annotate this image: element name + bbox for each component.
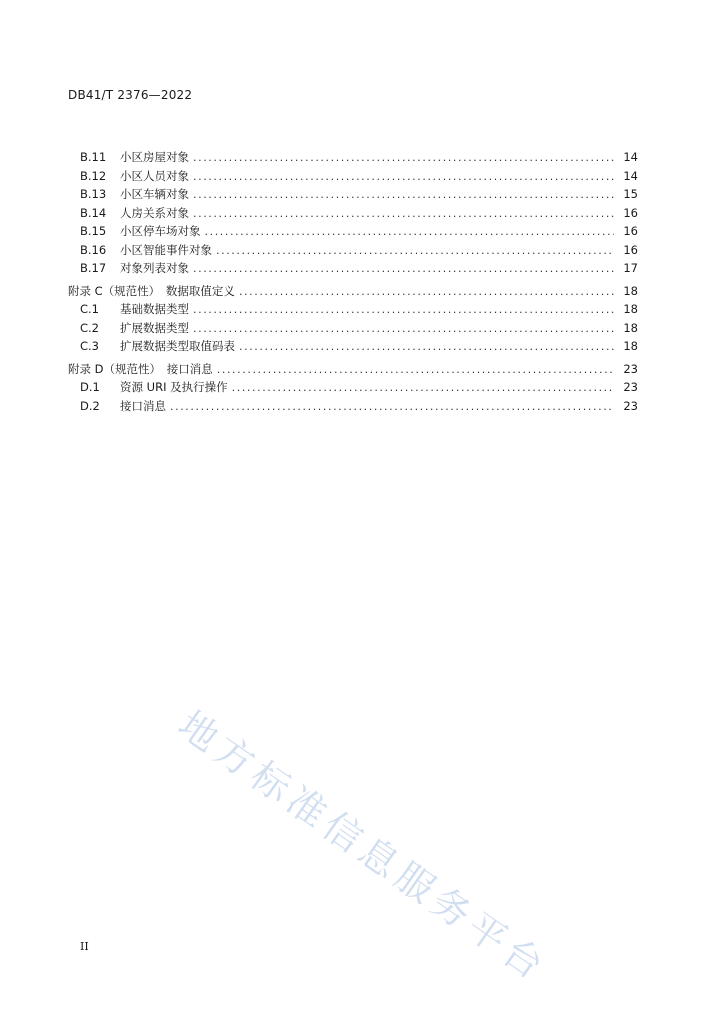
toc-entry[interactable] [68, 185, 638, 204]
watermark: 地方标准信息服务平台 [170, 702, 557, 991]
toc-entry-number: B.17 [80, 261, 107, 275]
toc-entry-number: B.11 [80, 150, 107, 164]
leader-dots [193, 205, 614, 224]
toc-entry-page: 14 [623, 168, 638, 183]
toc-entry[interactable] [68, 204, 638, 223]
toc-entry-number: C.2 [80, 320, 100, 335]
toc-entry[interactable] [68, 397, 638, 416]
leader-dots [232, 379, 614, 398]
toc-entry-page: 14 [623, 150, 638, 164]
toc-entry[interactable] [68, 300, 638, 319]
toc-entry-number: B.14 [80, 205, 107, 220]
toc-entry-page: 17 [623, 261, 638, 275]
toc-entry-title: 基础数据类型 [120, 302, 189, 316]
toc-entry[interactable] [68, 148, 638, 167]
toc-entry-title: 小区房屋对象 [120, 150, 189, 164]
leader-dots [216, 242, 614, 261]
toc-entry-title: 小区停车场对象 [120, 224, 201, 238]
leader-dots [193, 260, 614, 279]
toc-entry-number: B.16 [80, 242, 107, 257]
leader-dots [239, 338, 614, 357]
toc-entry-title: 扩展数据类型取值码表 [120, 339, 235, 353]
toc-entry-page: 18 [623, 302, 638, 316]
leader-dots [205, 223, 615, 242]
toc-entry-number: B.13 [80, 187, 107, 201]
toc-entry-number: D.2 [80, 398, 100, 413]
toc-entry-page: 18 [623, 320, 638, 335]
toc-entry-title: 对象列表对象 [120, 261, 189, 275]
leader-dots [170, 398, 614, 417]
toc-entry-page: 16 [623, 242, 638, 257]
toc-entry-page: 23 [623, 380, 638, 394]
toc-entry-title: 扩展数据类型 [120, 320, 189, 335]
toc-entry-title: 资源 URI 及执行操作 [120, 380, 228, 394]
toc-entry-page: 15 [623, 187, 638, 201]
toc-entry-title: 人房关系对象 [120, 205, 189, 220]
toc-entry[interactable] [68, 241, 638, 260]
leader-dots [239, 283, 614, 302]
toc-entry-page: 16 [623, 224, 638, 238]
table-of-contents [68, 148, 638, 415]
toc-appendix-title: 附录 D（规范性） 接口消息 [68, 361, 213, 376]
toc-entry-page: 23 [623, 398, 638, 413]
toc-entry-number: C.3 [80, 339, 100, 353]
toc-entry[interactable] [68, 222, 638, 241]
document-code: DB41/T 2376—2022 [68, 88, 193, 102]
toc-entry-page: 23 [623, 361, 638, 376]
toc-entry-number: D.1 [80, 380, 100, 394]
toc-appendix-c[interactable] [68, 282, 638, 301]
toc-entry-number: C.1 [80, 302, 100, 316]
page-number: II [80, 940, 89, 953]
toc-entry-title: 小区智能事件对象 [120, 242, 212, 257]
toc-appendix-d[interactable] [68, 360, 638, 379]
toc-entry-number: B.12 [80, 168, 107, 183]
toc-entry-page: 18 [623, 339, 638, 353]
toc-appendix-title: 附录 C（规范性） 数据取值定义 [68, 283, 235, 298]
leader-dots [193, 320, 614, 339]
toc-entry-page: 18 [623, 283, 638, 298]
leader-dots [193, 168, 614, 187]
toc-entry[interactable] [68, 378, 638, 397]
leader-dots [193, 186, 614, 205]
toc-entry-number: B.15 [80, 224, 107, 238]
toc-entry-title: 小区车辆对象 [120, 187, 189, 201]
toc-entry[interactable] [68, 259, 638, 278]
toc-entry-page: 16 [623, 205, 638, 220]
leader-dots [193, 301, 614, 320]
leader-dots [217, 361, 614, 380]
leader-dots [193, 149, 614, 168]
toc-entry[interactable] [68, 167, 638, 186]
toc-entry-title: 小区人员对象 [120, 168, 189, 183]
toc-entry[interactable] [68, 319, 638, 338]
toc-entry-title: 接口消息 [120, 398, 166, 413]
toc-entry[interactable] [68, 337, 638, 356]
